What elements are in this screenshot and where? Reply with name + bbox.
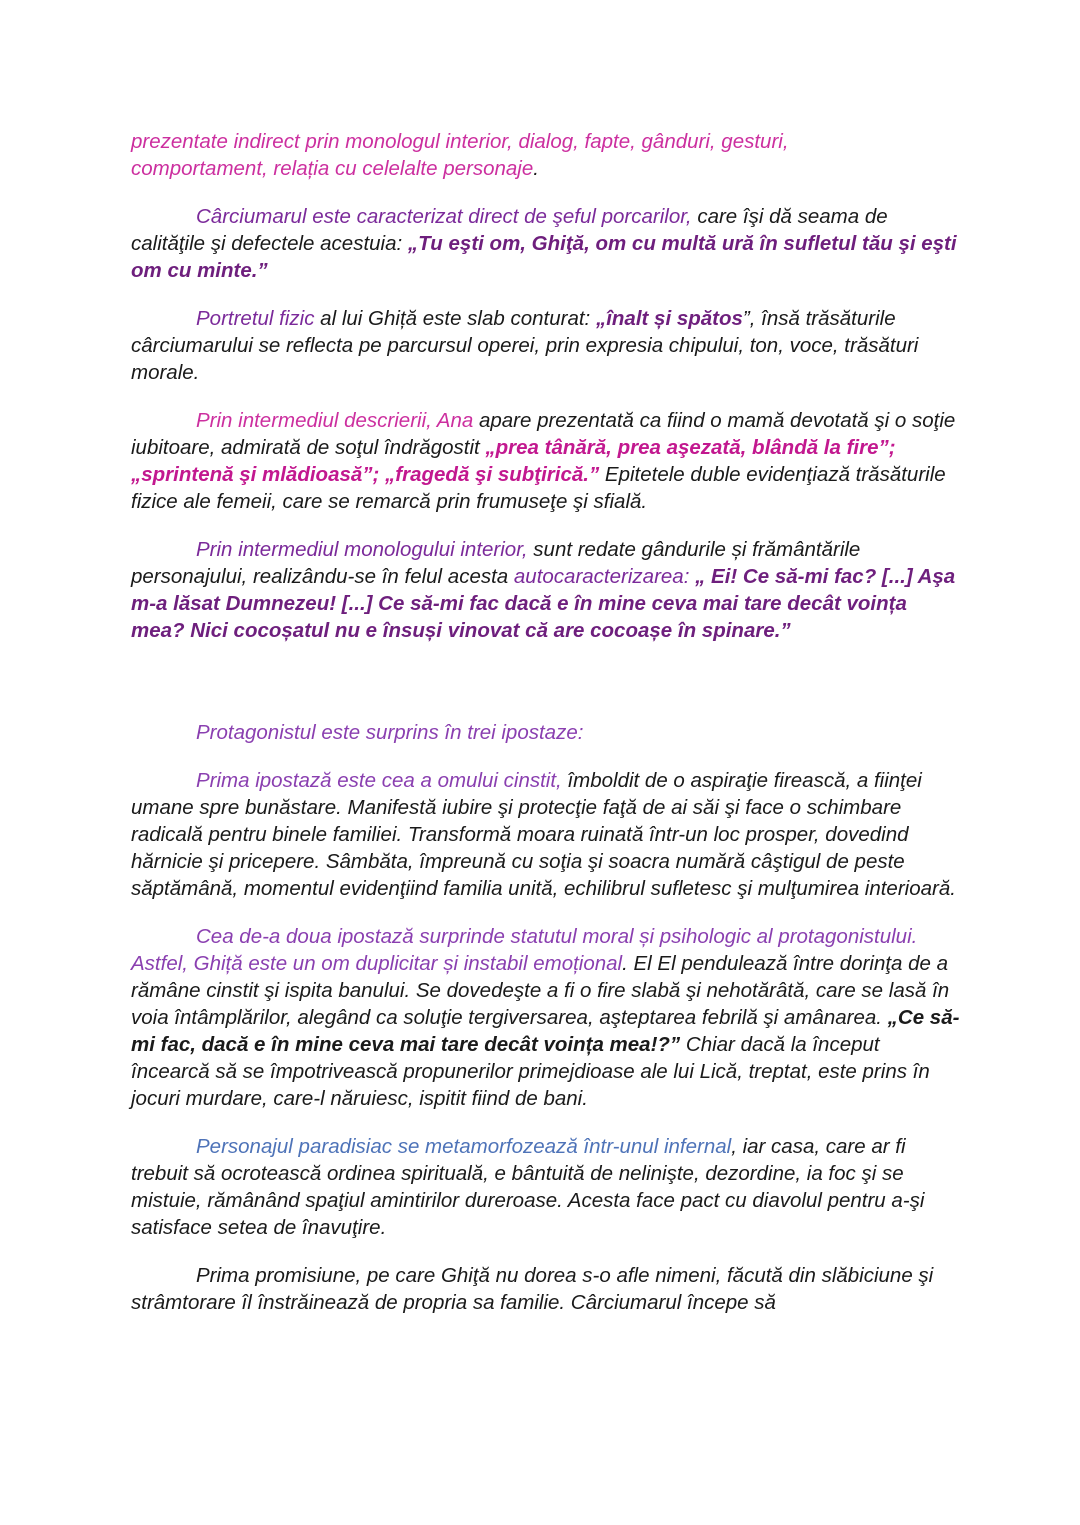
p3-text-b: al lui Ghiță este slab conturat: [314,307,596,330]
p9-text-a: Personajul paradisiac se metamorfozează într-unul infernal [196,1135,732,1158]
paragraph-2 [131,203,961,284]
paragraph-3 [131,305,961,386]
p4-text-a: Prin intermediul descrierii, Ana [196,409,474,432]
p5-text-b: sunt redate gândurile și frământările personajului, realizându-se în felul acesta [131,538,861,588]
p10-text-a: Prima promisiune, pe care Ghiţă nu dorea s-o afle nimeni, făcută din slăbiciune şi strâmtorare îl înstrăinează de propria sa familie. Cârciumarul începe să [131,1264,934,1314]
p8-quote: „Ce să-mi fac, dacă e în mine ceva mai tare decât voința mea!?” [131,1006,960,1056]
paragraph-10 [131,1262,961,1316]
p7-text-b: îmboldit de o aspiraţie firească, a fiinţei umane spre bunăstare. Manifestă iubire şi protecţie faţă de ai săi şi face o schimbare radicală pentru binele familiei. Transformă moara ruinată într-un loc prosper, dovedind hărnicie şi pricepere. Sâmbăta, împreună cu soţia şi soacra numără câştigul de peste săptămână, momentul evidenţiind familia unită, echilibrul sufletesc şi mulţumirea interioară. [131,769,956,900]
p3-quote: „înalt și spătos [595,307,743,330]
p8-text-a: Cea de-a doua ipostază surprinde statutul moral și psihologic al protagonistului. Astfel, Ghiță este un om duplicitar și instabil emoțional [131,925,918,975]
p4-text-b: apare prezentată ca fiind o mamă devotată şi o soţie iubitoare, admirată de soţul îndrăgostit [131,409,956,459]
p5-quote: „ Ei! Ce să-mi fac? [...] Aşa m-a lăsat Dumnezeu! [...] Ce să-mi fac dacă e în mine ceva mai tare decât voința mea? Nici cocoșatul nu e însuși vinovat că are cocoașe în spinare.” [131,565,956,642]
p4-text-d: Epitetele duble evidenţiază trăsăturile fizice ale femeii, care se remarcă prin frumuseţe şi sfială. [131,463,946,513]
p5-text-c: autocaracterizarea: [513,565,690,588]
p4-quote: „prea tânără, prea aşezată, blândă la fire”; „sprintenă şi mlădioasă”; „fragedă şi subţirică.” [131,436,896,486]
paragraph-7 [131,767,961,902]
paragraph-1 [131,128,961,182]
p3-text-a: Portretul fizic [196,307,315,330]
p2-quote: „Tu eşti om, Ghiţă, om cu multă ură în sufletul tău şi eşti om cu minte.” [131,232,957,282]
paragraph-6 [131,719,961,746]
p6-text-a: Protagonistul este surprins în trei ipostaze: [196,721,584,744]
paragraph-4 [131,407,961,515]
p8-text-b: . El El pendulează între dorinţa de a rămâne cinstit şi ispita banului. Se dovedeşte a fi o fire slabă şi nehotărâtă, care se lasă în voia întâmplărilor, alegând ca soluţie tergiversarea, aşteptarea febrilă şi amânarea. [131,952,950,1029]
paragraph-5 [131,536,961,644]
p8-text-d: Chiar dacă la început încearcă să se împotrivească propunerilor primejdioase ale lui Lică, treptat, este prins în jocuri murdare, care-l năruiesc, ispitit fiind de bani. [131,1033,930,1110]
paragraph-8 [131,923,961,1112]
p3-text-d: ”, însă trăsăturile cârciumarului se reflecta pe parcursul operei, prin expresia chipului, ton, voce, trăsături morale. [131,307,919,384]
p9-text-b: , iar casa, care ar fi trebuit să ocrotească ordinea spirituală, e bântuită de nelinişte, dezordine, ia foc şi se mistuie, rămânând spaţiul amintirilor dureroase. Acesta face pact cu diavolul pentru a-şi satisface setea de înavuţire. [131,1135,925,1239]
p5-text-a: Prin intermediul monologului interior, [196,538,528,561]
paragraph-9 [131,1133,961,1241]
document-page [131,128,961,1316]
p1-text-c: . [533,157,539,180]
p7-text-a: Prima ipostază este cea a omului cinstit, [196,769,562,792]
p2-text-b: care îşi dă seama de calităţile şi defectele acestuia: [131,205,888,255]
p1-text-b: comportament, relația cu celelalte personaje [131,157,534,180]
p1-text-a: prezentate indirect prin monologul interior, dialog, fapte, gânduri, gesturi, [131,130,789,153]
p2-text-a: Cârciumarul este caracterizat direct de şeful porcarilor, [196,205,692,228]
